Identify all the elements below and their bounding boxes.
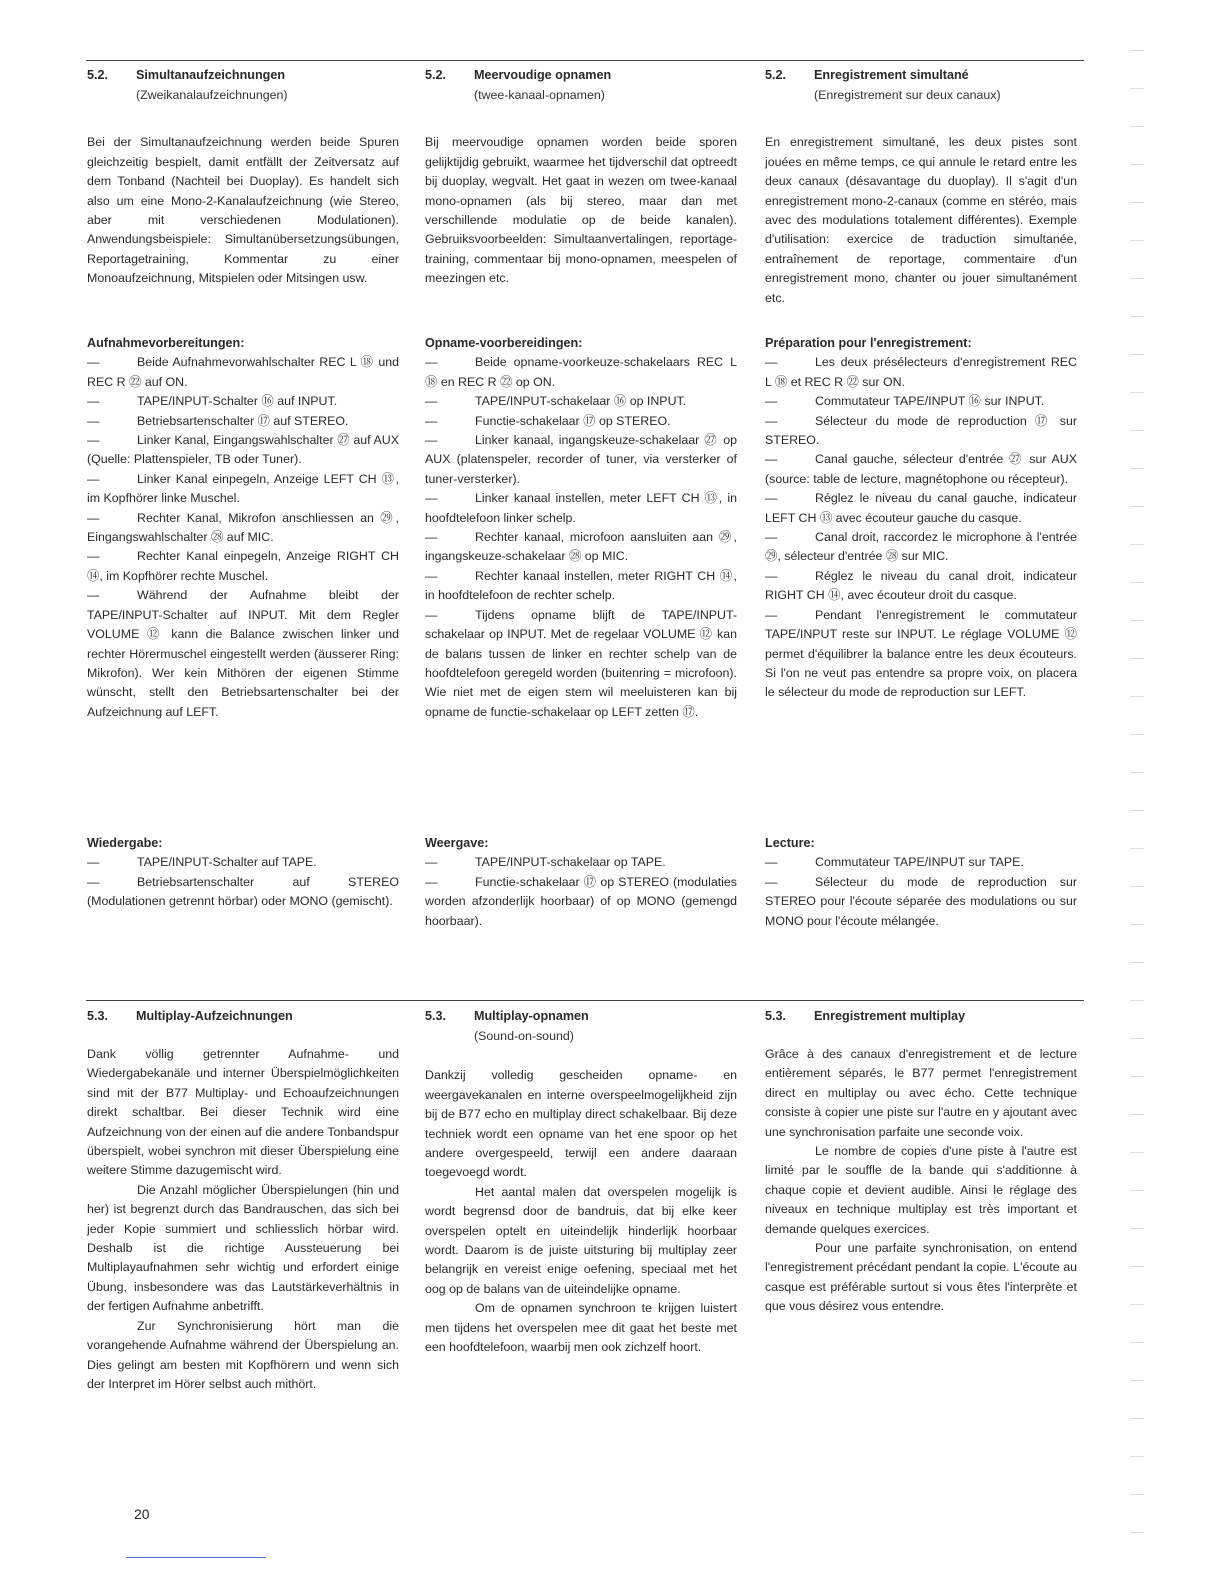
margin-tick xyxy=(1130,202,1144,203)
list-dash: — xyxy=(87,855,100,870)
page-number: 20 xyxy=(134,1506,150,1522)
list-item xyxy=(425,567,737,606)
section-number: 5.3. xyxy=(765,1009,787,1023)
list-item-text: Linker kanaal instellen, meter LEFT CH ⑬, in hoofdtelefoon linker schelp. xyxy=(425,491,737,525)
list-item-text: Commutateur TAPE/INPUT ⑯ sur INPUT. xyxy=(815,394,1045,409)
list-dash: — xyxy=(425,855,438,870)
list-item xyxy=(425,431,737,489)
list-item-text: Betriebsartenschalter ⑰ auf STEREO. xyxy=(137,413,349,428)
list-item-text: Pendant l'enregistrement le commutateur TAPE/INPUT reste sur INPUT. Le réglage VOLUME ⑫ permet d'équilibrer la balance entre les deux écouteurs. Si l'on ne veut pas entendre sa propre voix, on placera le sélecteur du mode de reproduction sur LEFT. xyxy=(765,607,1077,700)
list-dash: — xyxy=(425,413,438,428)
paragraph: Le nombre de copies d'une piste à l'autre est limité par le souffle de la bande qui s'additionne à chaque copie et devient audible. Ainsi le réglage des niveaux en technique multiplay est très important et demande quelques exercices. xyxy=(765,1144,1077,1236)
list-item xyxy=(765,450,1077,489)
margin-tick xyxy=(1130,316,1144,317)
margin-tick xyxy=(1130,620,1144,621)
margin-tick xyxy=(1130,1038,1144,1039)
paragraph: Pour une parfaite synchronisation, on entend l'enregistrement précédant pendant la copie. L'écoute au casque est préférable surtout si vous êtes l'interprète et que vous désirez vous entendre. xyxy=(765,1241,1077,1314)
section-paragraphs xyxy=(765,1045,1077,1317)
list-item-text: Tijdens opname blijft de TAPE/INPUT-schakelaar op INPUT. Met de regelaar VOLUME ⑫ kan de balans tussen de linker en rechter schelp van de hoofdtelefoon geregeld worden (buitenring = microfoon). Wie niet met de eigen stem wil meeluisteren kan bij opname de functie-schakelaar op LEFT zetten ⑰. xyxy=(425,607,737,719)
de-playback xyxy=(87,834,399,912)
list-item xyxy=(765,353,1077,392)
section-title: Simultanaufzeichnungen xyxy=(136,68,286,82)
list-item xyxy=(87,853,399,872)
list-dash: — xyxy=(87,510,100,525)
list-item-text: Functie-schakelaar ⑰ op STEREO (modulaties worden afzonderlijk hoorbaar) of op MONO (gemengd hoorbaar). xyxy=(425,874,737,928)
margin-tick xyxy=(1130,1342,1144,1343)
list-dash: — xyxy=(87,433,100,448)
list-dash: — xyxy=(87,549,100,564)
playback-list xyxy=(765,853,1077,931)
list-item xyxy=(765,489,1077,528)
list-item-text: Commutateur TAPE/INPUT sur TAPE. xyxy=(815,855,1024,870)
list-item xyxy=(425,873,737,931)
preparation-heading: Préparation pour l'enregistrement: xyxy=(765,336,972,350)
list-dash: — xyxy=(425,433,438,448)
list-dash: — xyxy=(425,491,438,506)
section-heading xyxy=(765,66,1077,86)
list-item xyxy=(765,567,1077,606)
list-item-text: Während der Aufnahme bleibt der TAPE/INPUT-Schalter auf INPUT. Mit dem Regler VOLUME ⑫ kann die Balance zwischen linker und rechter Hörermuschel eingestellt werden (äusserer Ring: Mikrofon). Wer kein Mithören der eigenen Stimme wünscht, stellt den Betriebsartenschalter bei der Aufzeichnung auf LEFT. xyxy=(87,588,399,719)
section-subtitle: (Sound-on-sound) xyxy=(474,1029,574,1043)
margin-tick xyxy=(1130,1228,1144,1229)
preparation-heading: Opname-voorbereidingen: xyxy=(425,336,583,350)
margin-tick xyxy=(1130,848,1144,849)
margin-tick xyxy=(1130,924,1144,925)
list-dash: — xyxy=(425,874,438,889)
de-section-5-2 xyxy=(87,66,399,289)
section-title: Multiplay-opnamen xyxy=(474,1009,589,1023)
paragraph: Om de opnamen synchroon te krijgen luistert men tijdens het overspelen mee dit gaat het beste met een hoofdtelefoon, waarbij men ook zichzelf hoort. xyxy=(425,1301,737,1355)
fr-section-5-2 xyxy=(765,66,1077,308)
section-subtitle: (twee-kanaal-opnamen) xyxy=(474,88,605,102)
de-preparation xyxy=(87,334,399,722)
list-item xyxy=(765,528,1077,567)
list-dash: — xyxy=(765,491,778,506)
list-item-text: Linker Kanal, Eingangswahlschalter ㉗ auf AUX (Quelle: Plattenspieler, TB oder Tuner). xyxy=(87,433,399,467)
list-item xyxy=(87,509,399,548)
section-heading xyxy=(87,1007,399,1027)
margin-tick xyxy=(1130,734,1144,735)
section-title: Enregistrement simultané xyxy=(814,68,969,82)
list-item xyxy=(87,431,399,470)
section-number: 5.3. xyxy=(87,1009,109,1023)
margin-tick xyxy=(1130,430,1144,431)
list-dash: — xyxy=(765,607,778,622)
margin-tick xyxy=(1130,1494,1144,1495)
list-item xyxy=(425,353,737,392)
list-item-text: Rechter Kanal, Mikrofon anschliessen an ㉙, Eingangswahlschalter ㉘ auf MIC. xyxy=(87,510,399,545)
list-item xyxy=(765,392,1077,411)
section-paragraphs xyxy=(425,1066,737,1357)
list-dash: — xyxy=(765,452,778,467)
list-item xyxy=(87,412,399,431)
margin-tick xyxy=(1130,582,1144,583)
section-heading xyxy=(765,1007,1077,1027)
list-item-text: Canal droit, raccordez le microphone à l'entrée ㉙, sélecteur d'entrée ㉘ sur MIC. xyxy=(765,530,1077,564)
section-paragraphs xyxy=(87,1045,399,1394)
nl-section-5-3 xyxy=(425,1007,737,1358)
list-item-text: Linker Kanal einpegeln, Anzeige LEFT CH ⑬, im Kopfhörer linke Muschel. xyxy=(87,471,399,506)
list-item xyxy=(425,853,737,872)
list-item xyxy=(87,547,399,586)
section-number: 5.2. xyxy=(87,68,109,82)
section-subtitle: (Zweikanalaufzeichnungen) xyxy=(136,88,288,102)
list-item xyxy=(87,353,399,392)
middle-rule xyxy=(86,1000,1084,1001)
list-item-text: Canal gauche, sélecteur d'entrée ㉗ sur AUX (source: table de lecture, magnétophone ou récepteur). xyxy=(765,452,1077,486)
section-title: Meervoudige opnamen xyxy=(474,68,612,82)
list-item-text: Réglez le niveau du canal droit, indicateur RIGHT CH ⑭, avec écouteur droit du casque. xyxy=(765,568,1077,603)
margin-tick xyxy=(1130,810,1144,811)
list-item xyxy=(425,489,737,528)
list-item xyxy=(425,412,737,431)
list-dash: — xyxy=(87,355,100,370)
list-item-text: Functie-schakelaar ⑰ op STEREO. xyxy=(475,413,671,428)
playback-heading: Lecture: xyxy=(765,836,815,850)
preparation-list xyxy=(765,353,1077,702)
margin-tick xyxy=(1130,696,1144,697)
list-dash: — xyxy=(87,588,100,603)
margin-tick xyxy=(1130,658,1144,659)
list-item xyxy=(425,606,737,722)
footer-rule xyxy=(126,1557,266,1558)
list-item xyxy=(425,392,737,411)
list-item-text: Sélecteur du mode de reproduction sur STEREO pour l'écoute séparée des modulations ou sur MONO pour l'écoute mélangée. xyxy=(765,874,1077,928)
margin-tick xyxy=(1130,50,1144,51)
list-item xyxy=(87,392,399,411)
list-dash: — xyxy=(765,413,778,428)
margin-tick xyxy=(1130,1532,1144,1533)
list-item-text: Beide Aufnahmevorwahlschalter REC L ⑱ und REC R ㉒ auf ON. xyxy=(87,355,399,389)
list-dash: — xyxy=(87,413,100,428)
margin-tick xyxy=(1130,1114,1144,1115)
list-item-text: TAPE/INPUT-Schalter auf TAPE. xyxy=(137,855,317,870)
section-heading xyxy=(425,1007,737,1027)
section-number: 5.3. xyxy=(425,1009,447,1023)
preparation-list xyxy=(425,353,737,722)
top-rule xyxy=(86,60,1084,61)
list-item xyxy=(765,606,1077,703)
section-heading xyxy=(87,66,399,86)
intro-paragraph: Bei der Simultanaufzeichnung werden beide Spuren gleichzeitig bespielt, damit entfällt der Zeitversatz auf dem Tonband (Nachteil bei Duoplay). Es handelt sich also um eine Mono-2-Kanalaufzeichnung (wie Stereo, aber mit verschiedenen Modulationen). Anwendungsbeispiele: Simultanübersetzungsübungen, Reportagetraining, Kommentar zu einer Monoaufzeichnung, Mitspielen oder Mitsingen usw. xyxy=(87,135,399,286)
section-title: Enregistrement multiplay xyxy=(814,1009,966,1023)
nl-section-5-2 xyxy=(425,66,737,289)
margin-tick xyxy=(1130,962,1144,963)
list-item xyxy=(87,873,399,912)
margin-tick xyxy=(1130,1152,1144,1153)
list-item-text: Beide opname-voorkeuze-schakelaars REC L ⑱ en REC R ㉒ op ON. xyxy=(425,355,737,389)
margin-tick xyxy=(1130,164,1144,165)
nl-playback xyxy=(425,834,737,931)
margin-tick xyxy=(1130,278,1144,279)
margin-tick xyxy=(1130,88,1144,89)
margin-tick xyxy=(1130,468,1144,469)
fr-section-5-3 xyxy=(765,1007,1077,1317)
margin-tick xyxy=(1130,1076,1144,1077)
list-dash: — xyxy=(765,568,778,583)
list-item-text: Rechter kanaal, microfoon aansluiten aan ㉙, ingangskeuze-schakelaar ㉘ op MIC. xyxy=(425,530,737,564)
list-item xyxy=(765,412,1077,451)
list-item xyxy=(87,586,399,722)
list-item-text: Réglez le niveau du canal gauche, indicateur LEFT CH ⑬ avec écouteur gauche du casque. xyxy=(765,491,1077,525)
margin-tick xyxy=(1130,1304,1144,1305)
list-dash: — xyxy=(87,394,100,409)
margin-tick xyxy=(1130,886,1144,887)
list-item-text: Sélecteur du mode de reproduction ⑰ sur STEREO. xyxy=(765,413,1077,448)
list-item-text: Betriebsartenschalter auf STEREO (Modulationen getrennt hörbar) oder MONO (gemischt). xyxy=(87,874,399,909)
list-item-text: TAPE/INPUT-schakelaar op TAPE. xyxy=(475,855,666,870)
list-item-text: TAPE/INPUT-Schalter ⑯ auf INPUT. xyxy=(137,394,338,409)
list-dash: — xyxy=(765,855,778,870)
margin-tick xyxy=(1130,1380,1144,1381)
paragraph: Dankzij volledig gescheiden opname- en weergavekanalen en interne overspeelmogelijkheid zijn bij de B77 echo en multiplay direct schakelbaar. Bij deze techniek wordt een opname van het ene spoor op het andere overgespeeld, terwijl een andere daaraan toegevoegd wordt. xyxy=(425,1068,737,1180)
paragraph: Zur Synchronisierung hört man die vorangehende Aufnahme während der Überspielung an. Dies gelingt am besten mit Kopfhörern und wenn sich der Interpret im Hörer selbst auch mithört. xyxy=(87,1318,399,1391)
de-section-5-3 xyxy=(87,1007,399,1394)
fr-playback xyxy=(765,834,1077,931)
section-subtitle: (Enregistrement sur deux canaux) xyxy=(814,88,1001,102)
margin-tick xyxy=(1130,1190,1144,1191)
playback-list xyxy=(87,853,399,911)
list-item xyxy=(765,853,1077,872)
preparation-list xyxy=(87,353,399,722)
list-item xyxy=(87,470,399,509)
section-number: 5.2. xyxy=(425,68,447,82)
intro-paragraph: En enregistrement simultané, les deux pistes sont jouées en même temps, ce qui annule le retard entre les deux canaux (désavantage du duoplay). Il s'agit d'un enregistrement mono-2-canaux (comme en stéréo, mais avec des modulations totalement différentes). Exemple d'utilisation: exercice de traduction simultanée, entraînement de reportage, commentaire d'un enregistrement mono, chanter ou jouer simultanément etc. xyxy=(765,135,1077,305)
margin-tick xyxy=(1130,354,1144,355)
paragraph: Dank völlig getrennter Aufnahme- und Wiedergabekanäle und interner Überspielmöglichkeiten sind mit der B77 Multiplay- und Echoaufzeichnungen direkt schaltbar. Bei dieser Technik wird eine Aufzeichnung von der einen auf die andere Tonbandspur überspielt, wobei synchron mit dieser Überspielung eine weitere Stimme dazugemischt wird. xyxy=(87,1047,399,1178)
list-item xyxy=(765,873,1077,931)
playback-heading: Wiedergabe: xyxy=(87,836,163,850)
nl-preparation xyxy=(425,334,737,722)
margin-tick xyxy=(1130,392,1144,393)
playback-list xyxy=(425,853,737,931)
margin-tick xyxy=(1130,1418,1144,1419)
list-dash: — xyxy=(765,394,778,409)
margin-tick xyxy=(1130,240,1144,241)
list-item-text: Les deux présélecteurs d'enregistrement REC L ⑱ et REC R ㉒ sur ON. xyxy=(765,355,1077,389)
list-dash: — xyxy=(87,471,100,486)
list-dash: — xyxy=(765,530,778,545)
margin-tick xyxy=(1130,506,1144,507)
paragraph: Het aantal malen dat overspelen mogelijk is wordt begrensd door de bandruis, dat bij elke keer overspelen optelt en uiteindelijk hinderlijk hoorbaar wordt. Daarom is de juiste uitsturing bij multiplay zeer belangrijk en vereist enige oefening, speciaal met het oog op de balans van de uiteindelijke opname. xyxy=(425,1184,737,1296)
margin-tick xyxy=(1130,1456,1144,1457)
section-title: Multiplay-Aufzeichnungen xyxy=(136,1009,293,1023)
section-number: 5.2. xyxy=(765,68,787,82)
list-dash: — xyxy=(87,874,100,889)
paragraph: Grâce à des canaux d'enregistrement et de lecture entièrement séparés, le B77 permet l'enregistrement direct en multiplay ou avec écho. Cette technique consiste à copier une piste sur l'autre en y ajoutant avec une synchronisation parfaite une seconde voix. xyxy=(765,1047,1077,1139)
margin-tick xyxy=(1130,126,1144,127)
list-item xyxy=(425,528,737,567)
list-dash: — xyxy=(765,355,778,370)
list-item-text: Rechter kanaal instellen, meter RIGHT CH ⑭, in hoofdtelefoon de rechter schelp. xyxy=(425,568,737,603)
margin-tick xyxy=(1130,772,1144,773)
section-heading xyxy=(425,66,737,86)
list-dash: — xyxy=(425,530,438,545)
playback-heading: Weergave: xyxy=(425,836,489,850)
preparation-heading: Aufnahmevorbereitungen: xyxy=(87,336,245,350)
margin-tick xyxy=(1130,1266,1144,1267)
list-dash: — xyxy=(425,568,438,583)
list-dash: — xyxy=(425,394,438,409)
paragraph: Die Anzahl möglicher Überspielungen (hin und her) ist begrenzt durch das Bandrauschen, das sich bei jeder Kopie summiert und schliesslich hörbar wird. Deshalb ist die richtige Aussteuerung bei Multiplayaufnahmen sehr wichtig und erfordert einige Übung, insbesondere was das Lautstärkeverhältnis in der fertigen Aufnahme anbetrifft. xyxy=(87,1182,399,1314)
list-item-text: TAPE/INPUT-schakelaar ⑯ op INPUT. xyxy=(475,394,687,409)
list-dash: — xyxy=(425,355,438,370)
margin-tick xyxy=(1130,544,1144,545)
margin-tick xyxy=(1130,1000,1144,1001)
list-item-text: Rechter Kanal einpegeln, Anzeige RIGHT CH ⑭, im Kopfhörer rechte Muschel. xyxy=(87,549,399,583)
list-item-text: Linker kanaal, ingangskeuze-schakelaar ㉗ op AUX (platenspeler, recorder of tuner, via versterker of tuner-versterker). xyxy=(425,433,737,486)
list-dash: — xyxy=(765,874,778,889)
fr-preparation xyxy=(765,334,1077,703)
list-dash: — xyxy=(425,607,438,622)
intro-paragraph: Bij meervoudige opnamen worden beide sporen gelijktijdig gebruikt, waarmee het tijdverschil dat optreedt bij duoplay, wegvalt. Het gaat in wezen om twee-kanaal mono-opnamen (als bij stereo, maar dan met verschillende modulatie op de beide kanalen). Gebruiksvoorbeelden: Simultaanvertalingen, reportage-training, commentaar bij mono-opnamen, meespelen of meezingen etc. xyxy=(425,135,737,286)
